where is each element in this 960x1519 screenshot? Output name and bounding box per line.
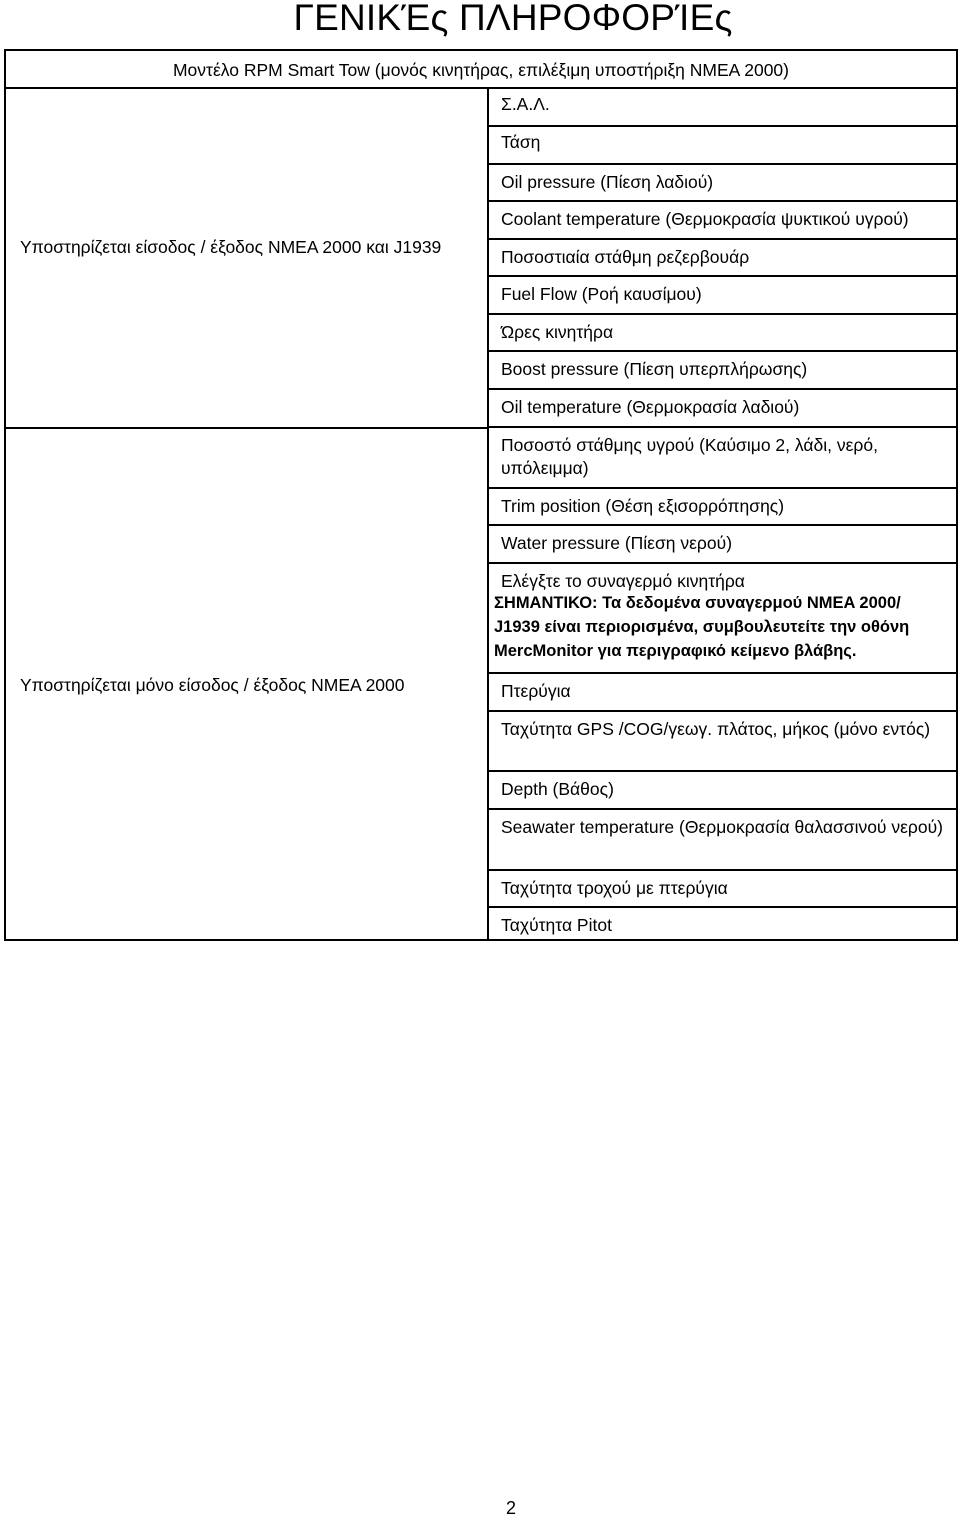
row-text: Τάση	[501, 132, 541, 152]
table-row	[489, 526, 956, 564]
row-text: Coolant temperature (Θερμοκρασία ψυκτικού υγρού)	[501, 209, 909, 229]
table-row	[489, 127, 956, 165]
row-text: Water pressure (Πίεση νερού)	[501, 533, 733, 553]
row-text: Ταχύτητα GPS /COG/γεωγ. πλάτος, μήκος (μόνο εντός)	[501, 719, 931, 739]
row-text: Oil pressure (Πίεση λαδιού)	[501, 172, 714, 192]
table-row	[489, 489, 956, 526]
table-row	[489, 202, 956, 240]
table-row	[489, 315, 956, 352]
row-text: Boost pressure (Πίεση υπερπλήρωσης)	[501, 359, 808, 379]
table-row	[489, 871, 956, 908]
row-text: Ποσοστιαία στάθμη ρεζερβουάρ	[501, 247, 750, 267]
table-row	[489, 772, 956, 810]
row-text: Ελέγξτε το συναγερμό κινητήρα	[501, 571, 745, 591]
table-row	[489, 908, 956, 939]
row-text: Ποσοστό στάθμης υγρού (Καύσιμο 2, λάδι, νερό, υπόλειμμα)	[501, 435, 878, 478]
table-row	[489, 428, 956, 489]
group-divider	[6, 427, 487, 429]
row-text: Σ.Α.Λ.	[501, 94, 550, 114]
row-text: Ταχύτητα τροχού με πτερύγια	[501, 878, 728, 898]
table-row	[489, 810, 956, 871]
table-row	[489, 277, 956, 315]
row-text: Πτερύγια	[501, 681, 571, 701]
row-text: Depth (Βάθος)	[501, 779, 614, 799]
table-row	[489, 390, 956, 428]
group-label-nmea2000-only: Υποστηρίζεται μόνο είσοδος / έξοδος NMEA 2000	[20, 675, 405, 695]
row-text: Seawater temperature (Θερμοκρασία θαλασσινού νερού)	[501, 817, 944, 837]
important-note-line: ΣΗΜΑΝΤΙΚΟ: Τα δεδομένα συναγερμού NMEA 2000/	[494, 594, 901, 612]
page-title: ΓΕΝΙΚΈς ΠΛΗΡΟΦΟΡΊΕς	[293, 0, 733, 38]
important-note-line: MercMonitor για περιγραφικό κείμενο βλάβης.	[494, 642, 857, 660]
support-group-column	[6, 89, 489, 939]
table-row	[489, 712, 956, 772]
table-row	[489, 564, 956, 674]
table-row	[489, 89, 956, 127]
important-note-line: J1939 είναι περιορισμένα, συμβουλευτείτε την οθόνη	[494, 618, 910, 636]
group-label-nmea2000-j1939: Υποστηρίζεται είσοδος / έξοδος NMEA 2000 και J1939	[20, 237, 442, 257]
table-row	[489, 165, 956, 202]
table-row	[489, 352, 956, 390]
important-note	[494, 591, 954, 663]
row-text: Trim position (Θέση εξισορρόπησης)	[501, 496, 785, 516]
row-text: Oil temperature (Θερμοκρασία λαδιού)	[501, 397, 800, 417]
row-text: Ώρες κινητήρα	[501, 322, 614, 342]
row-text: Ταχύτητα Pitot	[501, 915, 612, 935]
page-number: 2	[505, 1498, 516, 1518]
table-row	[489, 674, 956, 712]
table-row	[489, 240, 956, 277]
data-items-column	[489, 89, 956, 939]
spec-table	[4, 49, 958, 941]
table-header: Μοντέλο RPM Smart Tow (μονός κινητήρας, επιλέξιμη υποστήριξη NMEA 2000)	[6, 51, 956, 89]
row-text: Fuel Flow (Ροή καυσίμου)	[501, 284, 702, 304]
